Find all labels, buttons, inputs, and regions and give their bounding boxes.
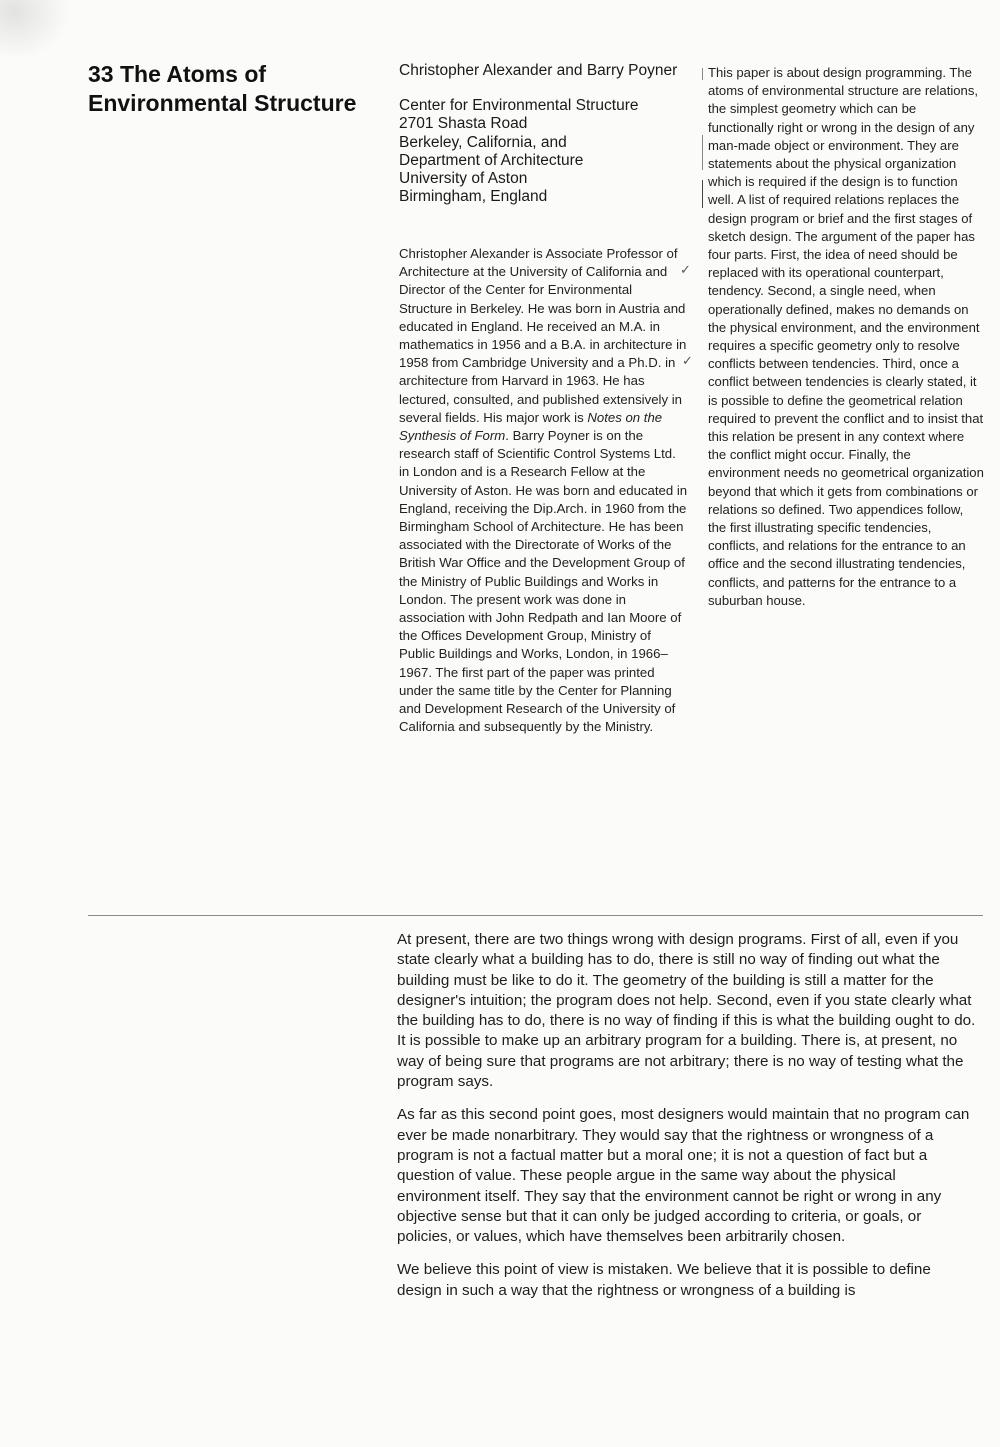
abstract: This paper is about design programming. The atoms of environmental structure are relations, the simplest geometry which can be functionally right or wrong in the design of any man-made object or environment. They are statements about the physical organization which is required if the design is to function well. A list of required relations replaces the design program or brief and the first stages of sketch design. The argument of the paper has four parts. First, the idea of need should be replaced with its operational counterpart, tendency. Second, a single need, when operationally defined, makes no demands on the physical environment, and the environment requires a specific geometry only to resolve conflicts between tendencies. Third, once a conflict between tendencies is clearly stated, it is possible to define the geometrical relation required to prevent the conflict and to insist that this relation be present in any context where the conflict might occur. Finally, the environment needs no geometrical organization beyond that which it gets from combinations or relations so defined. Two appendices follow, the first illustrating specific tendencies, conflicts, and relations for the entrance to an office and the second illustrating tendencies, conflicts, and patterns for the entrance to a suburban house. — [708, 65, 984, 608]
affiliation-line: 2701 Shasta Road — [399, 115, 528, 133]
scan-smudge — [0, 0, 70, 60]
affiliation-line: Berkeley, California, and — [399, 133, 567, 151]
handwritten-check-mark: ✓ — [680, 263, 691, 278]
margin-pencil-mark — [702, 135, 703, 170]
author-names: Christopher Alexander and Barry Poyner — [399, 62, 678, 79]
handwritten-check-mark: ✓ — [682, 354, 693, 369]
body-paragraph: We believe this point of view is mistaken. We believe that it is possible to define design in such a way that the rightness or wrongness of a building is — [397, 1261, 931, 1299]
bio-text-part1: Christopher Alexander is Associate Professor of Architecture at the University of California and Director of the Center for Environmental Structure in Berkeley. He was born in Austria and educated in England. He received an M.A. in mathematics in 1956 and a B.A. in architecture in 1958 from Cambridge University and a Ph.D. in architecture from Harvard in 1963. He has lectured, consulted, and published extensively in several fields. His major work is — [399, 246, 687, 425]
section-divider — [88, 915, 983, 916]
affiliation — [399, 97, 699, 206]
author-block — [399, 62, 699, 206]
affiliation-line: Birmingham, England — [399, 188, 548, 206]
affiliation-line: University of Aston — [399, 170, 528, 188]
body-paragraph: At present, there are two things wrong with design programs. First of all, even if you state clearly what a building has to do, there is still no way of finding out what the building must be like to do it. The geometry of the building is still a matter for the designer's intuition; the program does not help. Second, even if you state clearly what the building has to do, there is no way of finding if this is what the building ought to do. It is possible to make up an arbitrary program for a building. There is, at present, no way of being sure that programs are not arbitrary; there is no way of testing what the program says. — [397, 931, 976, 1091]
main-text — [397, 930, 977, 1314]
bio-book-title: Notes on the Synthesis of Form — [399, 409, 663, 444]
margin-pencil-mark — [702, 68, 703, 80]
author-bio — [399, 245, 689, 736]
affiliation-line: Center for Environmental Structure — [399, 97, 639, 115]
body-paragraph: As far as this second point goes, most designers would maintain that no program can ever be made nonarbitrary. They would say that the rightness or wrongness of a program is not a factual matter but a moral one; it is not a question of fact but a question of value. These people argue in the same way about the physical environment itself. They say that the environment cannot be right or wrong in any objective sense but that it can only be judged according to criteria, or goals, or policies, or values, which have themselves been arbitrarily chosen. — [397, 1106, 970, 1246]
affiliation-line: Department of Architecture — [399, 151, 584, 169]
chapter-title: 33 The Atoms of Environmental Structure — [88, 61, 357, 116]
margin-pencil-mark — [702, 180, 703, 208]
bio-text-part2: . Barry Poyner is on the research staff of Scientific Control Systems Ltd. in London and is a Research Fellow at the University of Aston. He was born and educated in England, receiving the Dip.Arch. in 1960 from the Birmingham School of Architecture. He has been associated with the Directorate of Works of the British War Office and the Development Group of the Ministry of Public Buildings and Works in London. The present work was done in association with John Redpath and Ian Moore of the Offices Development Group, Ministry of Public Buildings and Works, London, in 1966–1967. The first part of the paper was printed under the same title by the Center for Planning and Development Research of the University of California and subsequently by the Ministry. — [399, 428, 688, 735]
